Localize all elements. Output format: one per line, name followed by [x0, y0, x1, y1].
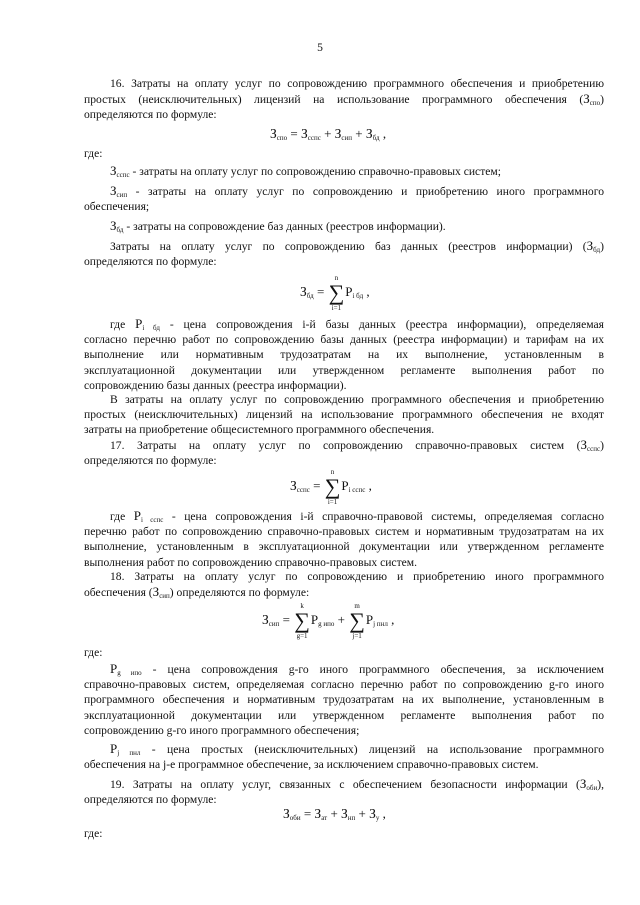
paragraph-18: 18. Затраты на оплату услуг по сопровождению и приобретению иного программного обеспечения $(З_{сип})$ определяются по формуле: [84, 570, 604, 601]
formula-zsip: $З_{сип}$ = k ∑ g=1 $P_{g ипо}$ + m ∑ j=1 $P_{j пнл}$ , [262, 602, 395, 640]
where-label: где: [84, 646, 103, 659]
sum-symbol-j: m ∑ j=1 [349, 602, 365, 640]
where-label: где: [84, 827, 103, 840]
paragraph-19: 19. Затраты на оплату услуг, связанных с обеспечением безопасности информации $(З_{оби})$, определяются по формуле: [84, 776, 604, 807]
paragraph-17-where: где $P_{i сспс}$ - цена сопровождения i-й справочно-правовой системы, определяемая согласно перечню работ по сопровождению справочно-правовых систем и нормативным трудозатратам на их выполнение, установленным в эксплуатационной документации или утвержденном регламенте выполнения работ по сопровождению справочно-правовых систем. [84, 508, 605, 569]
definition-zbd: $З_{бд}$ - затраты на сопровождение баз данных (реестров информации). [110, 218, 446, 234]
where-label: где: [84, 147, 103, 160]
definition-zsip: $З_{сип}$ - затраты на оплату услуг по сопровождению и приобретению иного программного обеспечения; [84, 183, 604, 214]
text-line: простых (неисключительных) лицензий на использование программного обеспечения $(З_{спо})$ [84, 91, 604, 108]
sum-symbol: n ∑ i=1 [324, 468, 341, 506]
definition-zsspc: $З_{сспс}$ - затраты на оплату услуг по сопровождению справочно-правовых систем; [110, 163, 501, 179]
sum-symbol-g: k ∑ g=1 [294, 602, 310, 640]
text-line: определяются по формуле: [84, 108, 217, 122]
text-line: 16. Затраты на оплату услуг по сопровождению программного обеспечения и приобретению [110, 77, 604, 90]
paragraph-16 [84, 76, 604, 123]
paragraph-bd-where: где $P_{i бд}$ - цена сопровождения i-й базы данных (реестра информации), определяемая согласно перечню работ по сопровождению базы данных (реестра информации) и тарифам на их выполнение или нормативным трудозатратам на их выполнение, установленным в эксплуатационной документации или утвержденном регламенте выполнения работ по сопровождению базы данных (реестра информации). [84, 316, 604, 392]
page-number: 5 [317, 41, 323, 54]
sum-symbol: n ∑ i=1 [328, 274, 345, 312]
formula-zspo: $З_{спо} = З_{сспс} + З_{сип} + З_{бд}$ , [270, 126, 387, 142]
formula-zsspc: $З_{сспс}$ = n ∑ i=1 $P_{i сспс}$ , [290, 468, 372, 506]
definition-pj: $P_{j пнл}$ - цена простых (неисключительных) лицензий на использование программного обеспечения на j-е программное обеспечение, за исключением справочно-правовых систем. [84, 741, 604, 772]
paragraph-bd: Затраты на оплату услуг по сопровождению баз данных (реестров информации) $(З_{бд})$ определяются по формуле: [84, 238, 604, 269]
formula-zbd: $З_{бд}$ = n ∑ i=1 $P_{i бд}$ , [300, 274, 370, 312]
paragraph-note: В затраты на оплату услуг по сопровождению программного обеспечения и приобретению простых (неисключительных) лицензий на использование программного обеспечения не входят затраты на приобретение общесистемного программного обеспечения. [84, 393, 604, 437]
paragraph-17: 17. Затраты на оплату услуг по сопровождению справочно-правовых систем $(З_{сспс})$ определяются по формуле: [84, 437, 604, 468]
definition-pg: $P_{g ипо}$ - цена сопровождения g-го иного программного обеспечения, за исключением справочно-правовых систем, определяемая согласно перечню работ по сопровождению g-го иного программного обеспечения и нормативным трудозатратам на их выполнение, установленным в эксплуатационной документации или утвержденном регламенте выполнения работ по сопровождению g-го иного программного обеспечения; [84, 661, 605, 737]
formula-zobi: $З_{оби} = З_{ат} + З_{нп} + З_у$ , [283, 806, 386, 822]
